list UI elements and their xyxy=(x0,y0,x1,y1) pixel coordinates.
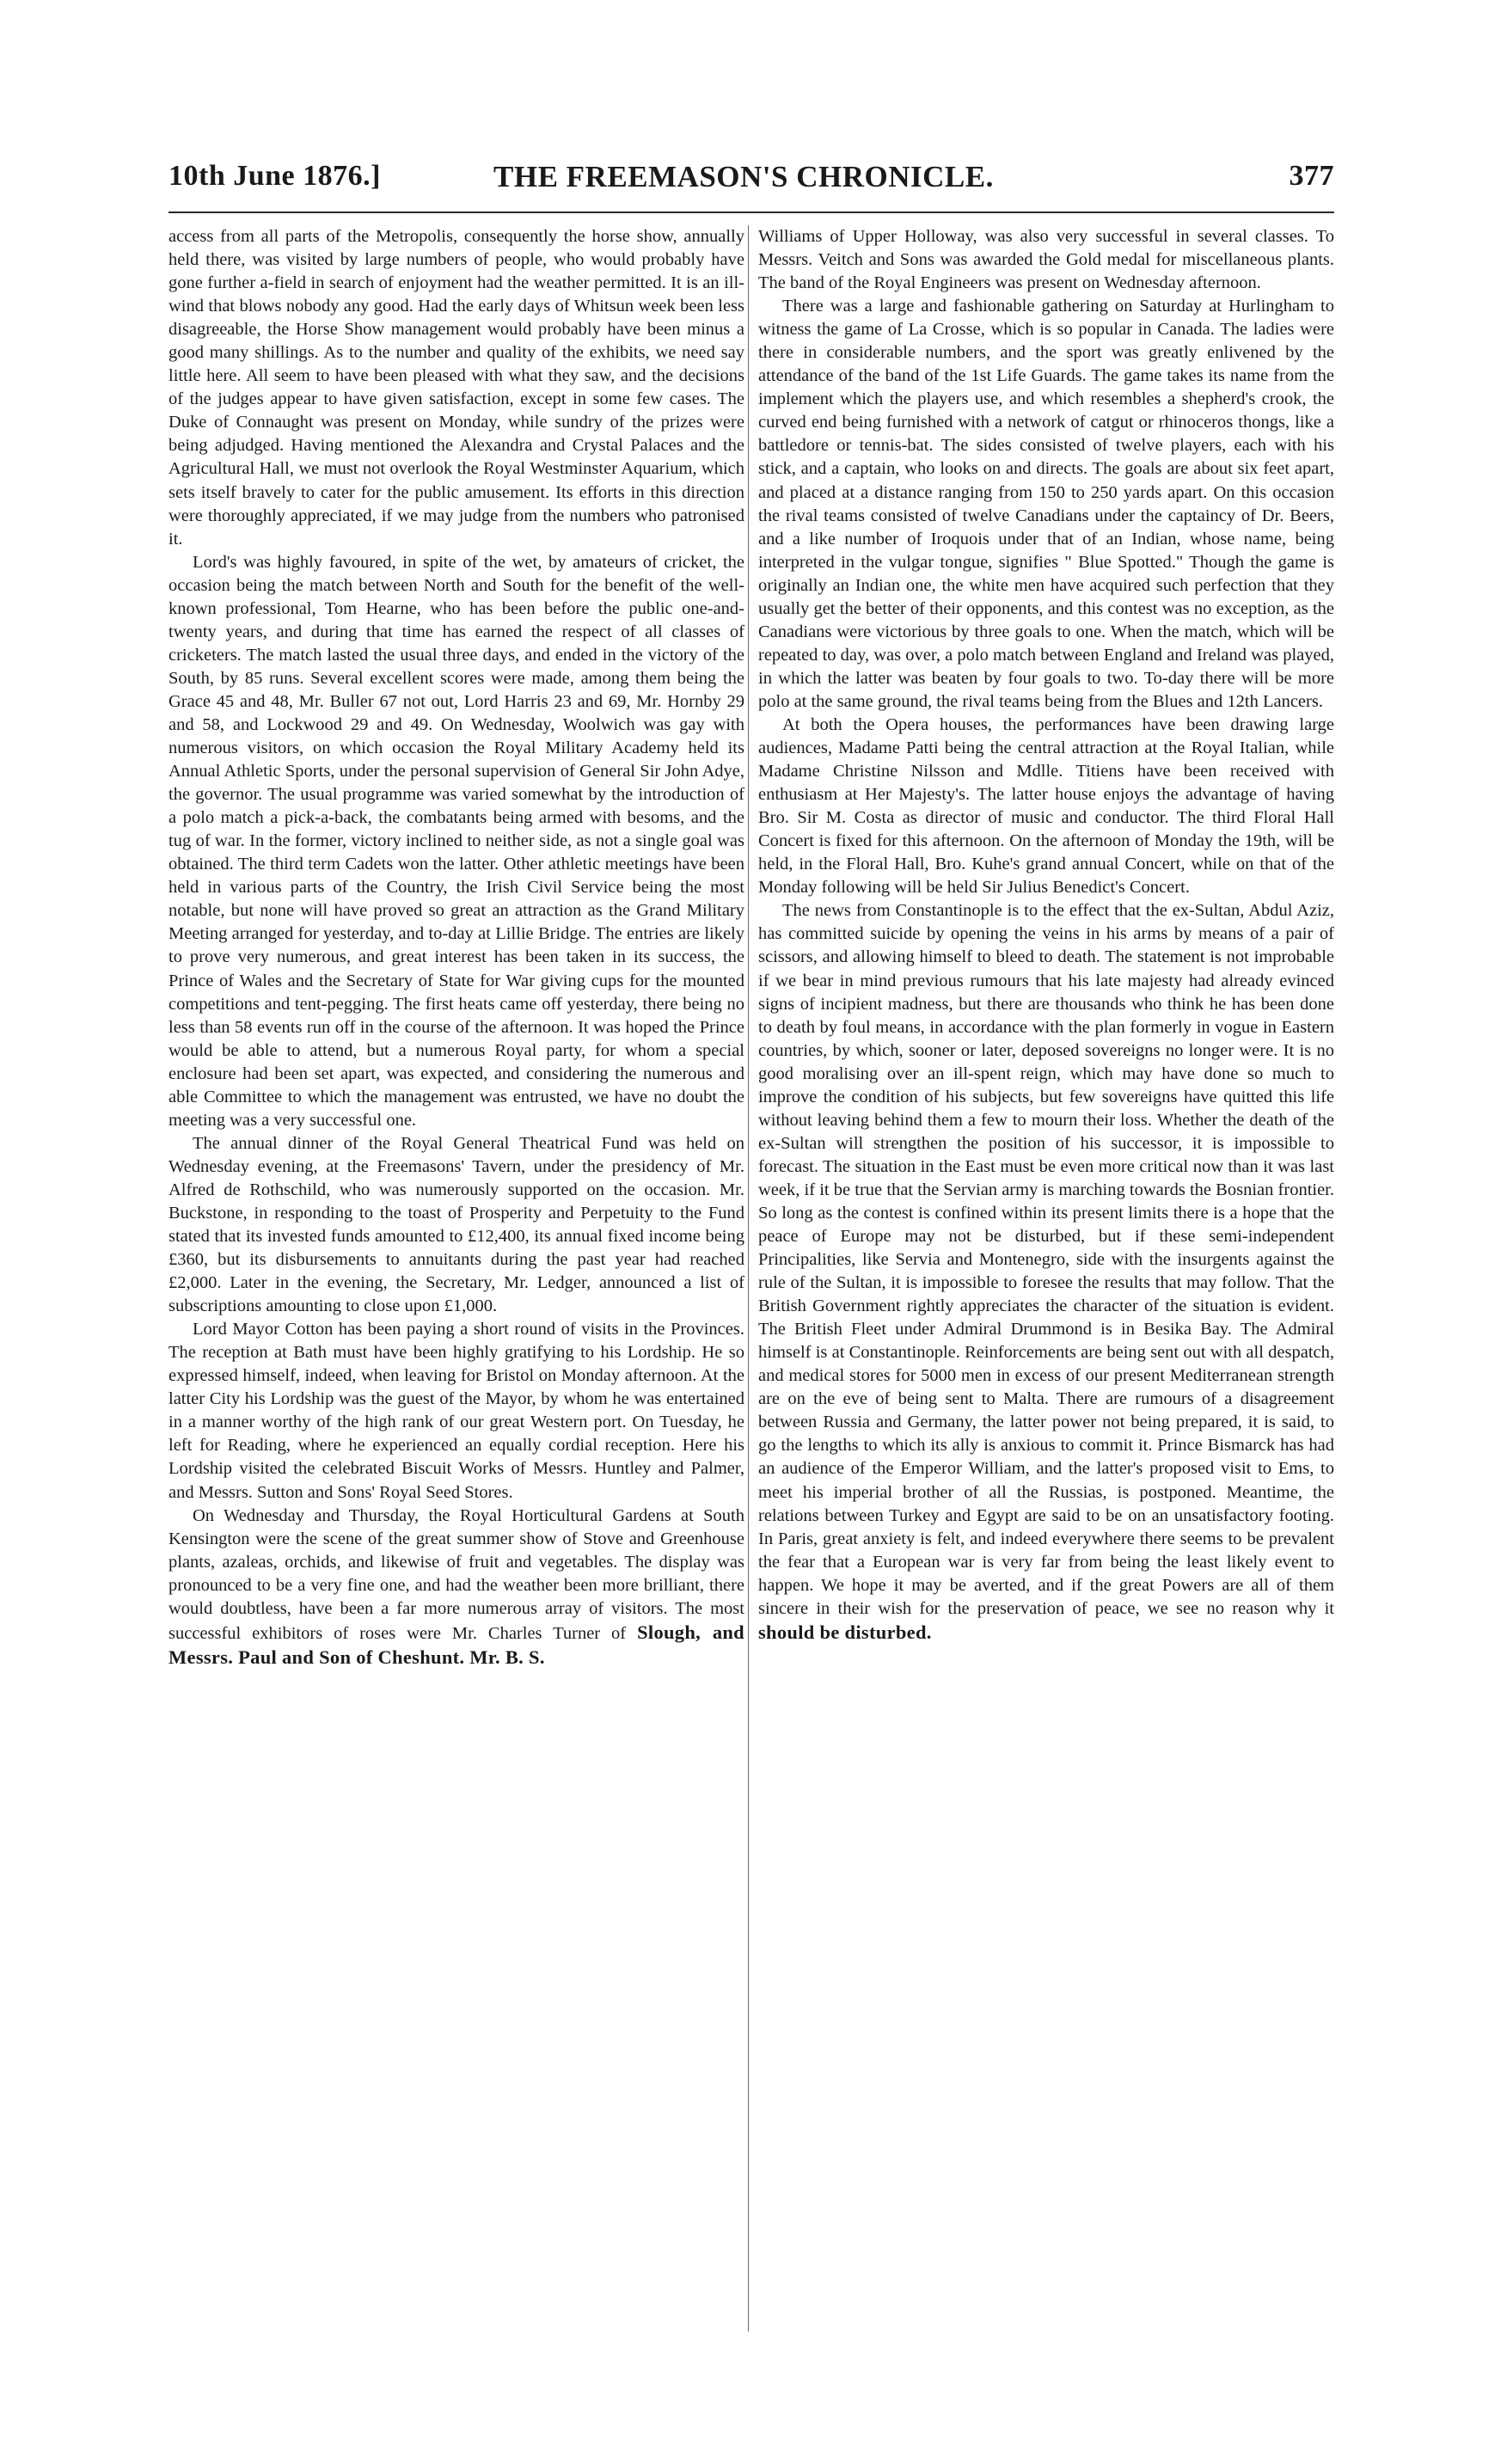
column-divider xyxy=(748,225,749,2332)
paragraph-horse-show: access from all parts of the Metropolis, consequently the horse show, annually held there, was visited by large numbers of people, who would probably have gone further a-field in search of enjoyment had the weather permitted. It is an ill-wind that blows nobody any good. Had the early days of Whitsun week been less disagreeable, the Horse Show management would probably have been minus a good many shillings. As to the number and quality of the exhibits, we need say little here. All seem to have been pleased with what they saw, and the decisions of the judges appear to have given satisfaction, except in some few cases. The Duke of Connaught was present on Monday, while sundry of the prizes were being adjudged. Having mentioned the Alexandra and Crystal Palaces and the Agricultural Hall, we must not overlook the Royal Westminster Aquarium, which sets itself bravely to cater for the public amusement. Its efforts in this direction were thoroughly appreciated, if we may judge from the numbers who patronised it. xyxy=(168,227,744,549)
publication-title: THE FREEMASON'S CHRONICLE. xyxy=(493,160,994,193)
paragraph-constantinople xyxy=(758,899,1334,1646)
paragraph-cricket-athletics: Lord's was highly favoured, in spite of the wet, by amateurs of cricket, the occasion being the match between North and South for the benefit of the well-known professional, Tom Hearne, who has been before the public one-and-twenty years, and during that time has earned the respect of all classes of cricketers. The match lasted the usual three days, and ended in the victory of the South, by 85 runs. Several excellent scores were made, among them being the Grace 45 and 48, Mr. Buller 67 not out, Lord Harris 23 and 69, Mr. Hornby 29 and 58, and Lockwood 29 and 49. On Wednesday, Woolwich was gay with numerous visitors, on which occasion the Royal Military Academy held its Annual Athletic Sports, under the personal supervision of General Sir John Adye, the governor. The usual programme was varied somewhat by the introduction of a polo match a pick-a-back, the combatants being armed with besoms, and the tug of war. In the former, victory inclined to neither side, as not a single goal was obtained. The third term Cadets won the latter. Other athletic meetings have been held in various parts of the Country, the Irish Civil Service being the most notable, but none will have proved so great an attraction as the Grand Military Meeting arranged for yesterday, and to-day at Lillie Bridge. The entries are likely to prove very numerous, and great interest has been taken in its success, the Prince of Wales and the Secretary of State for War giving cups for the mounted competitions and tent-pegging. The first heats came off yesterday, there being no less than 58 events run off in the course of the afternoon. It was hoped the Prince would be able to attend, but a numerous Royal party, for whom a special enclosure had been set apart, was expected, and considering the numerous and able Committee to which the management was entrusted, we have no doubt the meeting was a very successful one. xyxy=(168,552,744,1130)
paragraph-opera: At both the Opera houses, the performances have been drawing large audiences, Madame Patti being the central attraction at the Royal Italian, while Madame Christine Nilsson and Mdlle. Titiens have been received with enthusiasm at Her Majesty's. The latter house enjoys the advantage of having Bro. Sir M. Costa as director of music and conductor. The third Floral Hall Concert is fixed for this afternoon. On the afternoon of Monday the 19th, will be held, in the Floral Hall, Bro. Kuhe's grand annual Concert, while on that of the Monday following will be held Sir Julius Benedict's Concert. xyxy=(758,714,1334,898)
paragraph-la-crosse: There was a large and fashionable gathering on Saturday at Hurlingham to witness the game of La Crosse, which is so popular in Canada. The ladies were there in considerable numbers, and the sport was greatly enlivened by the attendance of the band of the 1st Life Guards. The game takes its name from the implement which the players use, and which resembles a shepherd's crook, the curved end being furnished with a network of catgut or rhinoceros thongs, like a battledore or tennis-bat. The sides consisted of twelve players, each with his stick, and a captain, who looks on and directs. The goals are about six feet apart, and placed at a distance ranging from 150 to 250 yards apart. On this occasion the rival teams consisted of twelve Canadians under the captaincy of Dr. Beers, and a like number of Iroquois under that of an Indian, whose name, being interpreted in the vulgar tongue, signifies " Blue Spotted." Though the game is originally an Indian one, the white men have acquired such perfection that they usually get the better of their opponents, and this contest was no exception, as the Canadians were victorious by three goals to one. When the match, which will be repeated to day, was over, a polo match between England and Ireland was played, in which the latter was beaten by four goals to two. To-day there will be more polo at the same ground, the rival teams being from the Blues and 12th Lancers. xyxy=(758,297,1334,711)
paragraph-horticultural-body: On Wednesday and Thursday, the Royal Horticultural Gardens at South Kensington were the scene of the great summer show of Stove and Greenhouse plants, azaleas, orchids, and likewise of fruit and vegetables. The display was pronounced to be a very fine one, and had the weather been more brilliant, there would doubtless, have been a far more numerous array of visitors. The most successful exhibitors of roses were Mr. Charles Turner of xyxy=(168,1505,744,1643)
page-header xyxy=(168,160,1334,211)
issue-date: 10th June 1876.] xyxy=(168,160,381,192)
right-column xyxy=(758,225,1334,1646)
left-column xyxy=(168,225,744,1670)
paragraph-lord-mayor: Lord Mayor Cotton has been paying a short round of visits in the Provinces. The reception at Bath must have been highly gratifying to his Lordship. He so expressed himself, indeed, when leaving for Bristol on Monday afternoon. At the latter City his Lordship was the guest of the Mayor, by whom he was entertained in a manner worthy of the high rank of our great Western port. On Tuesday, he left for Reading, where he experienced an equally cordial reception. Here his Lordship visited the celebrated Biscuit Works of Messrs. Huntley and Palmer, and Messrs. Sutton and Sons' Royal Seed Stores. xyxy=(168,1320,744,1502)
paragraph-theatrical-fund: The annual dinner of the Royal General Theatrical Fund was held on Wednesday evening, at the Freemasons' Tavern, under the presidency of Mr. Alfred de Rothschild, who was numerously supported on the occasion. Mr. Buckstone, in responding to the toast of Prosperity and Perpetuity to the Fund stated that its invested funds amounted to £12,400, its annual fixed income being £360, but its disbursements to annuitants during the past year had reached £2,000. Later in the evening, the Secretary, Mr. Ledger, announced a list of subscriptions amounting to close upon £1,000. xyxy=(168,1133,744,1316)
paragraph-constantinople-body: The news from Constantinople is to the effect that the ex-Sultan, Abdul Aziz, has committed suicide by opening the veins in his arms by means of a pair of scissors, and allowing himself to bleed to death. The statement is not improbable if we bear in mind previous rumours that his late majesty had already evinced signs of incipient madness, but there are thousands who think he has been done to death by foul means, in accordance with the plan formerly in vogue in Eastern countries, by which, sooner or later, deposed sovereigns no longer were. It is no good moralising over an ill-spent reign, which may have done so much to improve the condition of his subjects, but few sovereigns have quitted this life without leaving behind them a few to mourn their loss. Whether the death of the ex-Sultan will strengthen the position of his successor, it is impossible to forecast. The situation in the East must be even more critical now than it was last week, if it be true that the Servian army is marching towards the Bosnian frontier. So long as the contest is confined within its present limits there is a hope that the peace of Europe may not be disturbed, but if these semi-independent Principalities, like Servia and Montenegro, side with the insurgents against the rule of the Sultan, it is impossible to foresee the results that may follow. That the British Government rightly appreciates the character of the situation is evident. The British Fleet under Admiral Drummond is in Besika Bay. The Admiral himself is at Constantinople. Reinforcements are being sent out with all despatch, and medical stores for 5000 men in excess of our present Mediterranean strength are on the eve of being sent to Malta. There are rumours of a disagreement between Russia and Germany, the latter power not being prepared, it is said, to go the lengths to which its ally is anxious to commit it. Prince Bismarck has had an audience of the Emperor William, and the latter's proposed visit to Ems, to meet his imperial brother of all the Russias, is postponed. Meantime, the relations between Turkey and Egypt are said to be on an unsatisfactory footing. In Paris, great anxiety is felt, and indeed everywhere there seems to be prevalent the fear that a European war is very far from being the least likely event to happen. We hope it may be averted, and if the great Powers are all of them sincere in their wish for the preservation of peace, we see no reason why it xyxy=(758,901,1334,1618)
paragraph-horticultural-tail: Slough, and Messrs. Paul and Son of Cheshunt. Mr. B. S. xyxy=(168,1621,744,1668)
page-number: 377 xyxy=(1289,160,1334,192)
paragraph-horticultural xyxy=(168,1505,744,1670)
paragraph-exhibitors: Williams of Upper Holloway, was also very successful in several classes. To Messrs. Veitch and Sons was awarded the Gold medal for miscellaneous plants. The band of the Royal Engineers was present on Wednesday afternoon. xyxy=(758,227,1334,293)
paragraph-constantinople-tail: should be disturbed. xyxy=(758,1621,932,1643)
header-rule xyxy=(168,211,1334,213)
